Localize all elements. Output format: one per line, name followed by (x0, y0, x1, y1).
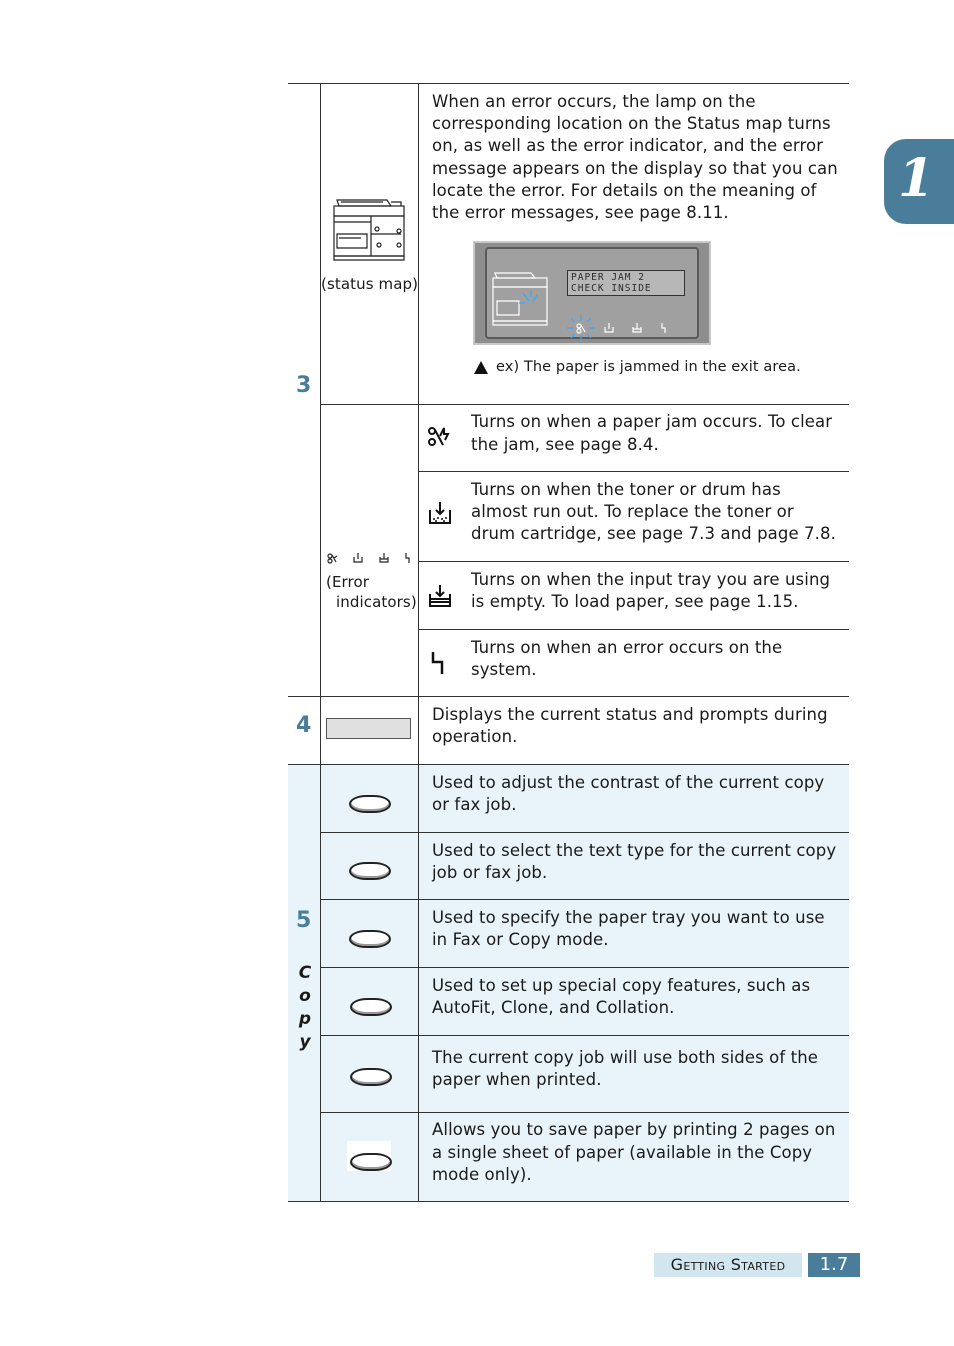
row-rule (320, 967, 849, 968)
copy-desc-line: in Fax or Copy mode. (432, 930, 609, 949)
paper-jam-icon (426, 424, 452, 450)
copy-desc-line: AutoFit, Clone, and Collation. (432, 998, 675, 1017)
row-rule (418, 629, 849, 630)
display-screen-icon (326, 718, 411, 739)
copy-desc-line: or fax job. (432, 795, 517, 814)
paper-tray-button (349, 930, 391, 948)
copy-desc-line: job or fax job. (432, 863, 548, 882)
lcd-screen (567, 270, 685, 296)
row-rule (320, 1112, 849, 1113)
contrast-button (349, 795, 391, 813)
row-rule (418, 471, 849, 472)
column-rule (320, 83, 321, 1201)
row-rule (288, 696, 849, 697)
indicator-desc-line: Turns on when the toner or drum has (471, 480, 781, 499)
section3-desc-line: on, as well as the error indicator, and the error (432, 136, 824, 155)
copy-desc-line: Allows you to save paper by printing 2 pages on (432, 1120, 836, 1139)
indicator-desc-line: is empty. To load paper, see page 1.15. (471, 592, 799, 611)
copy-desc-line: mode only). (432, 1165, 532, 1184)
table-bottom-rule (288, 1201, 849, 1202)
row-rule (320, 404, 849, 405)
status-map-label: (status map) (321, 275, 419, 293)
indicator-desc-line: Turns on when an error occurs on the (471, 638, 783, 657)
section3-desc-line: message appears on the display so that you can (432, 159, 838, 178)
table-top-rule (288, 83, 849, 84)
indicator-desc-line: the jam, see page 8.4. (471, 435, 659, 454)
original-type-button (349, 862, 391, 880)
special-copy-button (350, 998, 392, 1016)
indicator-desc-line: system. (471, 660, 537, 679)
lcd-indicator-row (561, 313, 681, 343)
row-rule (320, 899, 849, 900)
system-error-icon (430, 650, 446, 676)
two-up-button (350, 1153, 392, 1171)
copy-desc-line: The current copy job will use both sides of the (432, 1048, 819, 1067)
section-number-4: 4 (296, 713, 312, 738)
copy-desc-line: Used to select the text type for the current copy (432, 841, 837, 860)
paper-empty-icon (428, 584, 452, 608)
copy-desc-line: a single sheet of paper (available in the Copy (432, 1143, 813, 1162)
error-indicators-label: (Error (326, 573, 370, 591)
section4-desc-line: operation. (432, 727, 518, 746)
toner-icon (428, 500, 452, 526)
section3-desc-line: locate the error. For details on the meaning of (432, 181, 817, 200)
copy-desc-line: Used to adjust the contrast of the current copy (432, 773, 825, 792)
indicator-desc-line: almost run out. To replace the toner or (471, 502, 794, 521)
status-map-icon (331, 198, 407, 262)
lcd-line-2: CHECK INSIDE (571, 283, 652, 294)
error-indicator-icons (326, 551, 414, 565)
column-rule (418, 83, 419, 1201)
copy-desc-line: paper when printed. (432, 1070, 602, 1089)
section4-desc-line: Displays the current status and prompts during (432, 705, 828, 724)
pointer-triangle-icon (473, 360, 489, 375)
footer-section-label: Getting Started (654, 1253, 802, 1277)
row-rule (418, 561, 849, 562)
row-rule (320, 832, 849, 833)
indicator-desc-line: Turns on when a paper jam occurs. To clear (471, 412, 833, 431)
section3-desc-line: corresponding location on the Status map turns (432, 114, 831, 133)
lcd-printer-icon (491, 271, 549, 327)
section-number-5: 5 (296, 908, 312, 933)
section3-desc-line: the error messages, see page 8.11. (432, 203, 729, 222)
lcd-line-1: PAPER JAM 2 (571, 272, 645, 283)
lcd-caption: ex) The paper is jammed in the exit area. (496, 359, 801, 375)
indicator-desc-line: Turns on when the input tray you are using (471, 570, 831, 589)
footer-page-number: 1.7 (808, 1253, 860, 1277)
copy-desc-line: Used to specify the paper tray you want to use (432, 908, 825, 927)
indicator-desc-line: drum cartridge, see page 7.3 and page 7.8. (471, 524, 836, 543)
section3-desc-line: When an error occurs, the lamp on the (432, 92, 756, 111)
section5-label: C o p y (298, 963, 312, 1052)
row-rule (320, 1035, 849, 1036)
row-rule (288, 764, 849, 765)
chapter-number: 1 (898, 148, 935, 209)
error-indicators-label: indicators) (336, 593, 417, 611)
duplex-button (350, 1068, 392, 1086)
copy-desc-line: Used to set up special copy features, such as (432, 976, 811, 995)
section-number-3: 3 (296, 373, 312, 398)
lcd-panel-illustration (473, 241, 711, 345)
